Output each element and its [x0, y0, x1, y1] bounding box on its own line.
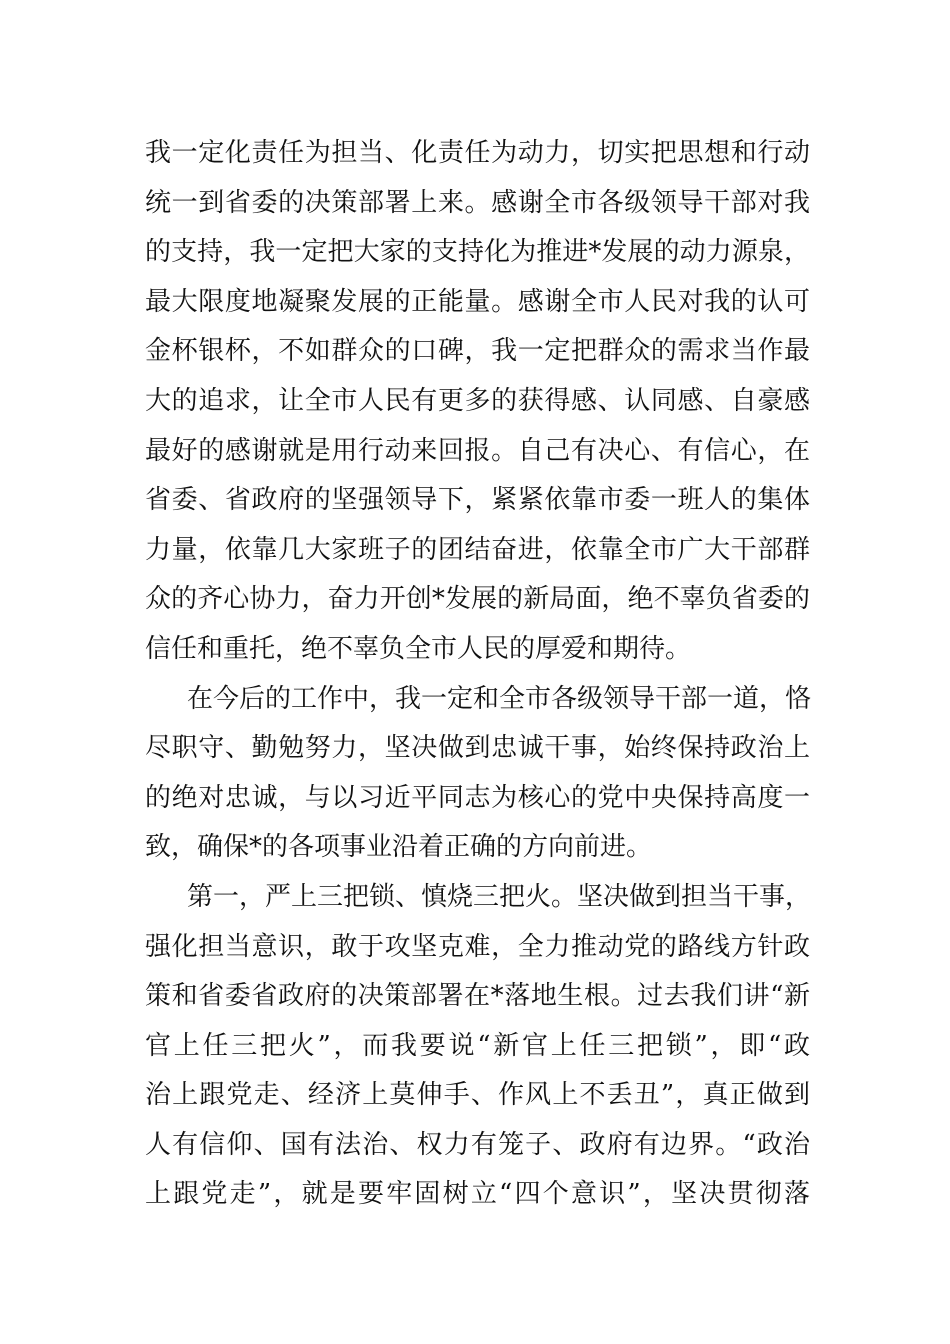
text-line: 众的齐心协力，奋力开创*发展的新局面，绝不辜负省委的	[145, 584, 810, 615]
text-line: 尽职守、勤勉努力，坚决做到忠诚干事，始终保持政治上	[145, 733, 810, 764]
paragraph-first-line: 第一，严上三把锁、慎烧三把火。坚决做到担当干事，	[187, 881, 812, 912]
text-line: 官上任三把火”，而我要说“新官上任三把锁”，即“政	[145, 1030, 810, 1061]
text-line: 的绝对忠诚，与以习近平同志为核心的党中央保持高度一	[145, 782, 810, 813]
text-line: 省委、省政府的坚强领导下，紧紧依靠市委一班人的集体	[145, 485, 810, 516]
document-body	[145, 129, 810, 1220]
text-line: 上跟党走”，就是要牢固树立“四个意识”，坚决贯彻落	[145, 1179, 810, 1210]
text-line: 的支持，我一定把大家的支持化为推进*发展的动力源泉，	[145, 237, 810, 268]
text-line: 人有信仰、国有法治、权力有笼子、政府有边界。“政治	[145, 1129, 810, 1160]
text-line: 致，确保*的各项事业沿着正确的方向前进。	[145, 832, 653, 863]
text-line: 金杯银杯，不如群众的口碑，我一定把群众的需求当作最	[145, 336, 810, 367]
text-line: 强化担当意识，敢于攻坚克难，全力推动党的路线方针政	[145, 931, 810, 962]
text-line: 治上跟党走、经济上莫伸手、作风上不丢丑”，真正做到	[145, 1080, 810, 1111]
text-line: 最大限度地凝聚发展的正能量。感谢全市人民对我的认可	[145, 286, 810, 317]
paragraph-first-line: 在今后的工作中，我一定和全市各级领导干部一道，恪	[187, 683, 812, 714]
text-line: 策和省委省政府的决策部署在*落地生根。过去我们讲“新	[145, 981, 810, 1012]
text-line: 信任和重托，绝不辜负全市人民的厚爱和期待。	[145, 633, 692, 664]
text-line: 力量，依靠几大家班子的团结奋进，依靠全市广大干部群	[145, 534, 810, 565]
text-line: 大的追求，让全市人民有更多的获得感、认同感、自豪感	[145, 385, 810, 416]
text-line: 我一定化责任为担当、化责任为动力，切实把思想和行动	[145, 138, 810, 168]
text-line: 统一到省委的决策部署上来。感谢全市各级领导干部对我	[145, 187, 810, 218]
text-line: 最好的感谢就是用行动来回报。自己有决心、有信心，在	[145, 435, 810, 466]
